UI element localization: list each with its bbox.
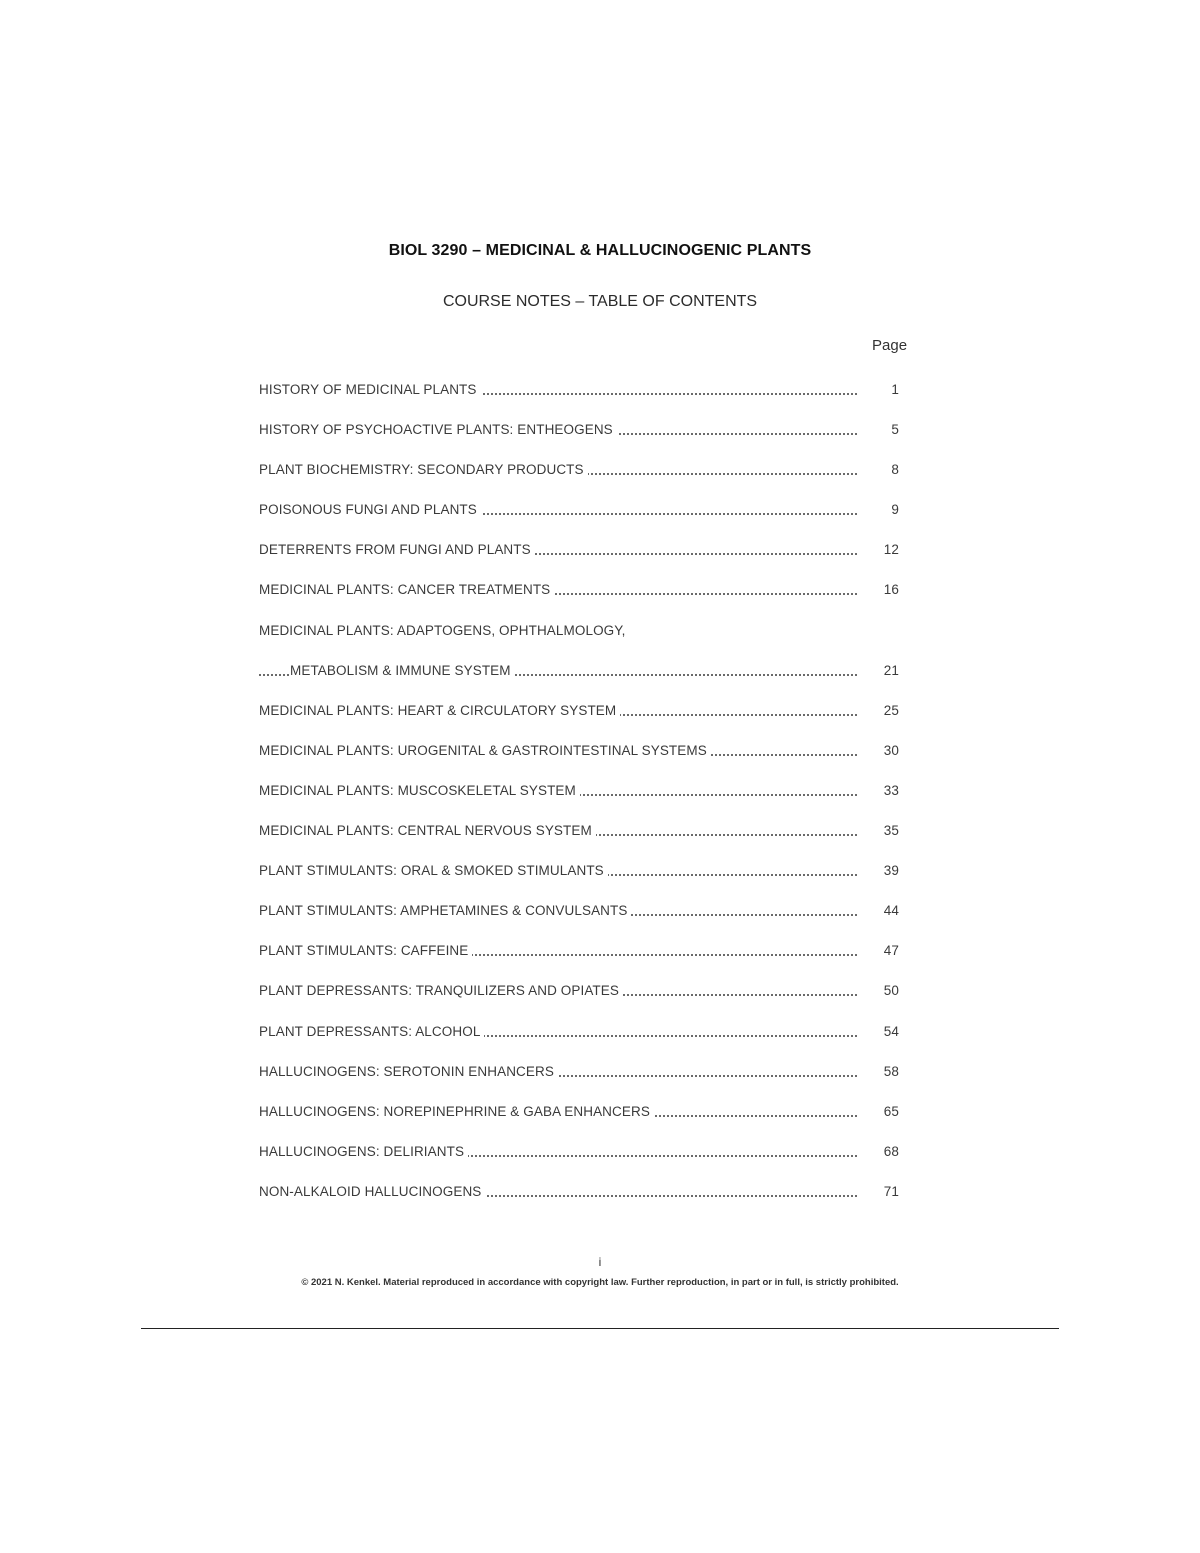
toc-entry <box>259 460 909 500</box>
toc-entry-page: 12 <box>883 542 899 558</box>
page-column-header: Page <box>872 337 908 354</box>
document-subtitle: COURSE NOTES – TABLE OF CONTENTS <box>442 293 758 310</box>
toc-entry <box>259 741 909 781</box>
toc-entry-page: 35 <box>883 823 899 839</box>
toc-entry-label: HALLUCINOGENS: SEROTONIN ENHANCERS <box>259 1064 558 1079</box>
toc-entry-page: 71 <box>883 1183 899 1199</box>
toc-entry-label: MEDICINAL PLANTS: CENTRAL NERVOUS SYSTEM <box>259 823 596 838</box>
footer-copyright: © 2021 N. Kenkel. Material reproduced in accordance with copyright law. Further reproduction, in part or in full, is strictly prohibited. <box>301 1277 899 1288</box>
toc-entry-page: 21 <box>883 662 899 678</box>
toc-entry-page: 5 <box>891 422 899 438</box>
toc-entry <box>259 420 909 460</box>
toc-entry-page: 65 <box>883 1103 899 1119</box>
toc-entry-page: 9 <box>891 502 899 518</box>
toc-entry-label: DETERRENTS FROM FUNGI AND PLANTS <box>259 542 535 557</box>
toc-entry-label: MEDICINAL PLANTS: MUSCOSKELETAL SYSTEM <box>259 783 580 798</box>
toc-entry-label: HISTORY OF PSYCHOACTIVE PLANTS: ENTHEOGENS <box>259 422 617 437</box>
toc-entry <box>259 861 909 901</box>
document-title: BIOL 3290 – MEDICINAL & HALLUCINOGENIC PLANTS <box>388 242 812 259</box>
toc-entry-page: 8 <box>891 462 899 478</box>
toc-entry-page: 47 <box>883 943 899 959</box>
toc-entry-label: PLANT STIMULANTS: ORAL & SMOKED STIMULANTS <box>259 863 608 878</box>
toc-entry-label: NON-ALKALOID HALLUCINOGENS <box>259 1184 485 1199</box>
toc-entry-page: 1 <box>891 382 899 397</box>
toc-entry <box>259 701 909 741</box>
toc-entry-label: PLANT DEPRESSANTS: TRANQUILIZERS AND OPIATES <box>259 983 623 998</box>
toc-entry <box>259 821 909 861</box>
toc-entry-page: 16 <box>883 582 899 598</box>
toc-entry-page: 68 <box>883 1143 899 1159</box>
toc-entry <box>259 1142 909 1182</box>
toc-entry <box>259 1022 909 1062</box>
toc-entry-page: 50 <box>883 983 899 999</box>
toc-entry <box>259 941 909 981</box>
toc-entry <box>259 781 909 821</box>
toc-entry <box>259 901 909 941</box>
toc-entry-label: PLANT STIMULANTS: AMPHETAMINES & CONVULSANTS <box>259 903 631 918</box>
toc-entry-page: 58 <box>883 1063 899 1079</box>
toc-entry <box>259 1102 909 1142</box>
toc-entry <box>259 1062 909 1102</box>
toc-entry-label: MEDICINAL PLANTS: HEART & CIRCULATORY SYSTEM <box>259 703 620 718</box>
table-of-contents <box>259 380 909 1222</box>
toc-entry <box>259 580 909 620</box>
toc-entry-page: 30 <box>883 742 899 758</box>
toc-entry-label: HALLUCINOGENS: NOREPINEPHRINE & GABA ENHANCERS <box>259 1104 654 1119</box>
toc-entry-page: 39 <box>883 863 899 879</box>
toc-entry-label: POISONOUS FUNGI AND PLANTS <box>259 502 481 517</box>
toc-entry <box>259 981 909 1021</box>
toc-entry-page: 54 <box>883 1023 899 1039</box>
toc-entry-label: PLANT STIMULANTS: CAFFEINE <box>259 943 472 958</box>
toc-entry-page: 33 <box>883 782 899 798</box>
toc-entry-label: PLANT BIOCHEMISTRY: SECONDARY PRODUCTS <box>259 462 588 477</box>
toc-entry-page: 44 <box>883 903 899 919</box>
toc-entry <box>259 661 909 701</box>
toc-entry-label: PLANT DEPRESSANTS: ALCOHOL <box>259 1024 484 1039</box>
toc-entry <box>259 621 909 661</box>
toc-entry-page: 25 <box>883 702 899 718</box>
toc-entry-label: METABOLISM & IMMUNE SYSTEM <box>290 663 515 678</box>
toc-entry <box>259 380 909 420</box>
toc-entry <box>259 540 909 580</box>
toc-entry-label: HISTORY OF MEDICINAL PLANTS <box>259 382 481 397</box>
toc-entry <box>259 1182 909 1222</box>
page-bottom-rule <box>141 1328 1059 1329</box>
toc-entry-label: MEDICINAL PLANTS: CANCER TREATMENTS <box>259 582 554 597</box>
footer-page-number: i <box>598 1255 602 1269</box>
toc-entry-label: MEDICINAL PLANTS: UROGENITAL & GASTROINTESTINAL SYSTEMS <box>259 743 711 758</box>
toc-entry-label: MEDICINAL PLANTS: ADAPTOGENS, OPHTHALMOLOGY, <box>259 623 630 638</box>
toc-entry-label: HALLUCINOGENS: DELIRIANTS <box>259 1144 468 1159</box>
toc-entry <box>259 500 909 540</box>
